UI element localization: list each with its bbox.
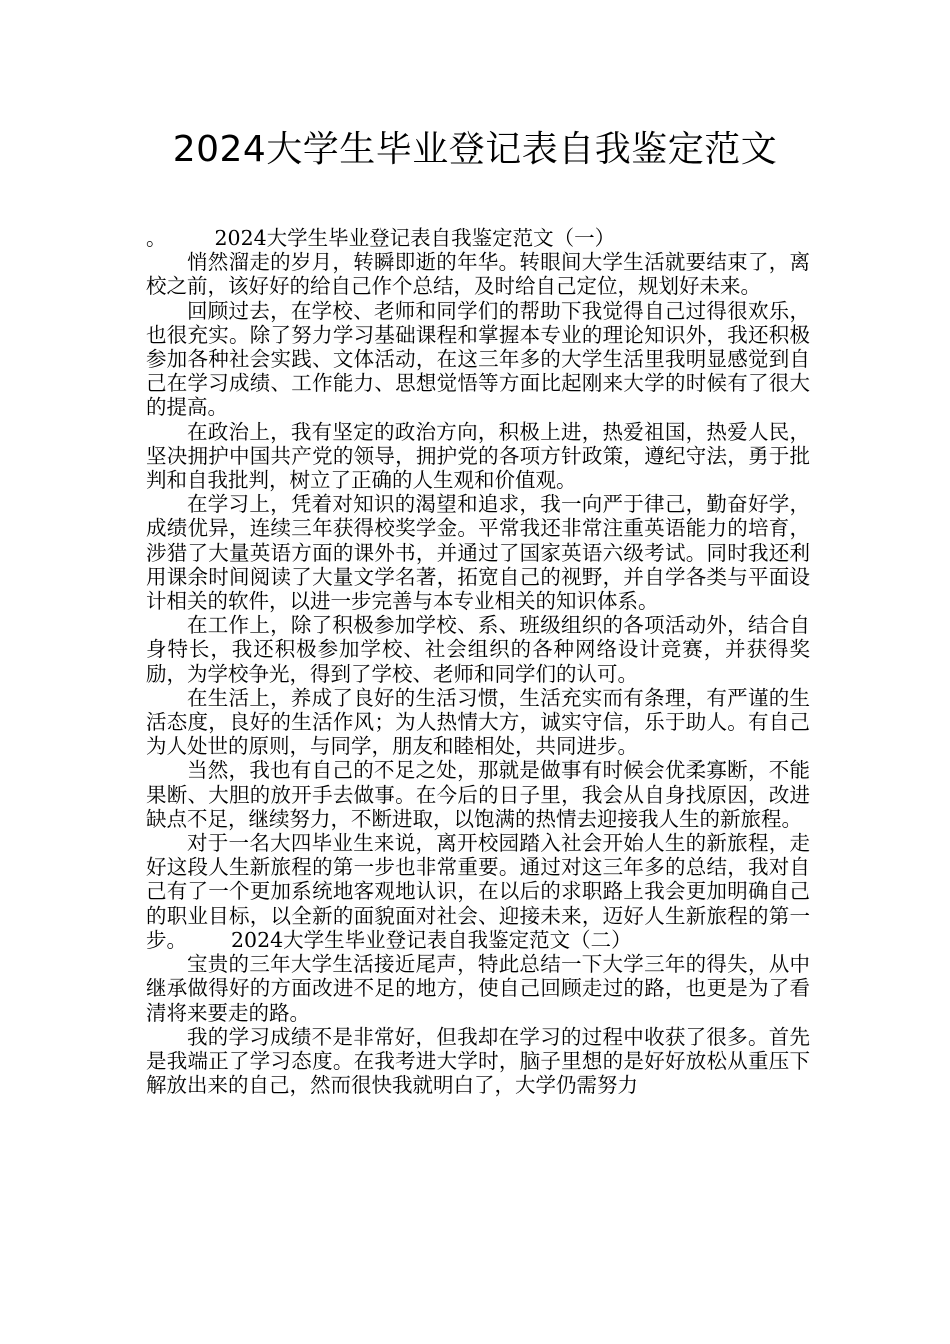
paragraph: 回顾过去，在学校、老师和同学们的帮助下我觉得自己过得很欢乐，也很充实。除了努力学习基础课程和掌握本专业的理论知识外，我还积极参加各种社会实践、文体活动，在这三年多的大学生活里我明显感觉到自己在学习成绩、工作能力、思想觉悟等方面比起刚来大学的时候有了很大的提高。 <box>146 298 810 420</box>
paragraph: 在政治上，我有坚定的政治方向，积极上进，热爱祖国，热爱人民，坚决拥护中国共产党的领导，拥护党的各项方针政策，遵纪守法，勇于批判和自我批判，树立了正确的人生观和价值观。 <box>146 419 810 493</box>
paragraph-text: 对于一名大四毕业生来说，离开校园踏入社会开始人生的新旅程，走好这段人生新旅程的第一步也非常重要。通过对这三年多的总结，我对自己有了一个更加系统地客观地认识，在以后的求职路上我会更加明确自己的职业目标，以全新的面貌面对社会、迎接未来，迈好人生新旅程的第一步。 <box>146 831 810 952</box>
paragraph: 我的学习成绩不是非常好，但我却在学习的过程中收获了很多。首先是我端正了学习态度。在我考进大学时，脑子里想的是好好放松从重压下解放出来的自己，然而很快我就明白了，大学仍需努力 <box>146 1024 810 1098</box>
document-title: 2024大学生毕业登记表自我鉴定范文 <box>172 129 778 170</box>
section2-heading: 2024大学生毕业登记表自我鉴定范文（二） <box>231 927 632 952</box>
paragraph: 宝贵的三年大学生活接近尾声，特此总结一下大学三年的得失，从中继承做得好的方面改进不足的地方，使自己回顾走过的路，也更是为了看清将来要走的路。 <box>146 952 810 1025</box>
paragraph: 在生活上，养成了良好的生活习惯，生活充实而有条理，有严谨的生活态度，良好的生活作风；为人热情大方，诚实守信，乐于助人。有自己为人处世的原则，与同学，朋友和睦相处，共同进步。 <box>146 685 810 759</box>
section1-heading: 2024大学生毕业登记表自我鉴定范文（一） <box>214 226 616 250</box>
paragraph-with-section2-heading <box>146 831 810 952</box>
lead-mark: 。 <box>146 226 167 250</box>
paragraph: 当然，我也有自己的不足之处，那就是做事有时候会优柔寡断，不能果断、大胆的放开手去做事。在今后的日子里，我会从自身找原因，改进缺点不足，继续努力，不断进取，以饱满的热情去迎接我人生的新旅程。 <box>146 758 810 831</box>
paragraph: 在学习上，凭着对知识的渴望和追求，我一向严于律己，勤奋好学，成绩优异，连续三年获得校奖学金。平常我还非常注重英语能力的培育，涉猎了大量英语方面的课外书，并通过了国家英语六级考试。同时我还利用课余时间阅读了大量文学名著，拓宽自己的视野，并自学各类与平面设计相关的软件，以进一步完善与本专业相关的知识体系。 <box>146 492 810 614</box>
document-body <box>146 226 810 1097</box>
section1-heading-line <box>146 226 810 250</box>
paragraph: 悄然溜走的岁月，转瞬即逝的年华。转眼间大学生活就要结束了，离校之前，该好好的给自己作个总结，及时给自己定位，规划好未来。 <box>146 250 810 299</box>
paragraph: 在工作上，除了积极参加学校、系、班级组织的各项活动外，结合自身特长，我还积极参加学校、社会组织的各种网络设计竞赛，并获得奖励，为学校争光，得到了学校、老师和同学们的认可。 <box>146 613 810 686</box>
